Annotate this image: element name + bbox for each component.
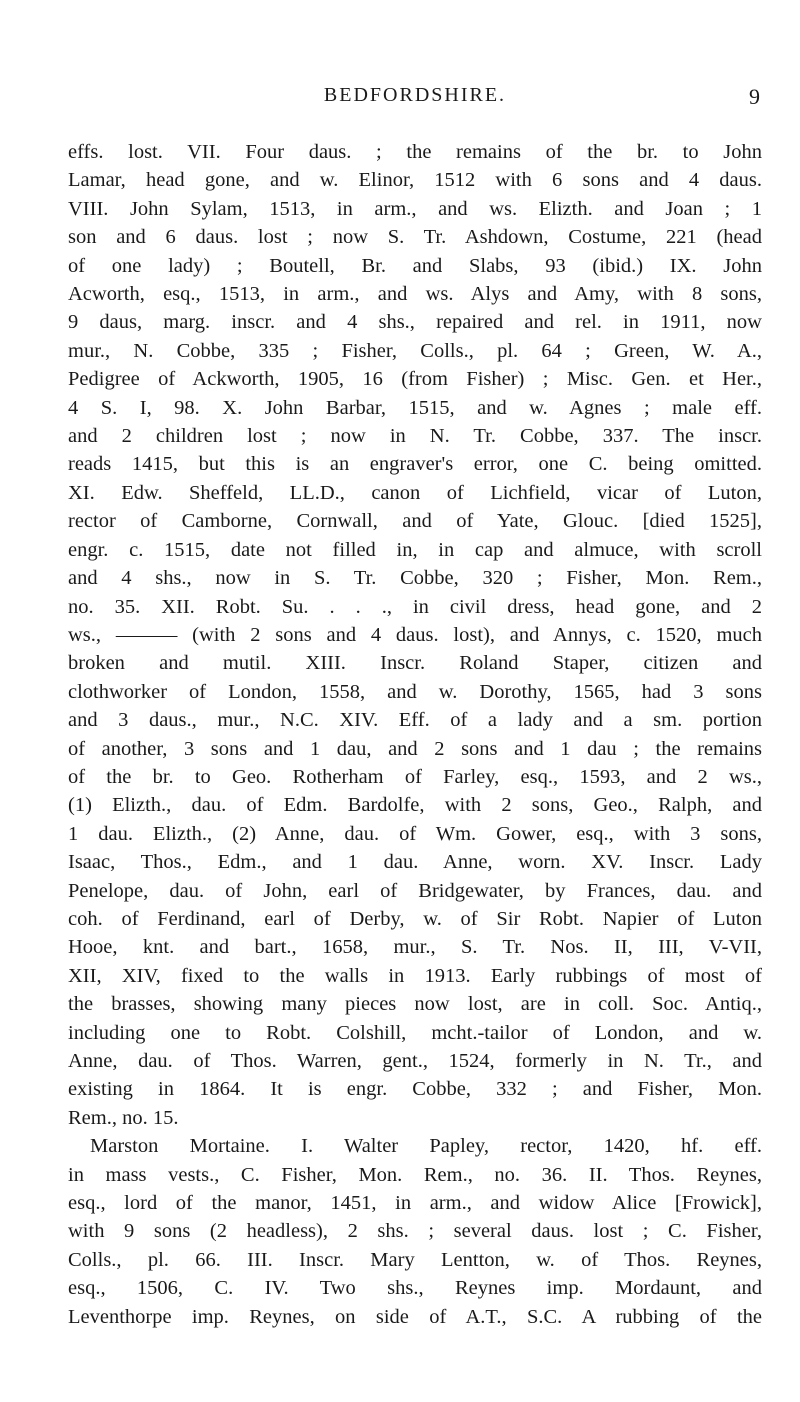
- text-line: XI. Edw. Sheffeld, LL.D., canon of Lichfield, vicar of Luton,: [68, 481, 762, 504]
- text-line: in mass vests., C. Fisher, Mon. Rem., no. 36. II. Thos. Reynes,: [68, 1163, 762, 1186]
- text-line: 4 S. I, 98. X. John Barbar, 1515, and w. Agnes ; male eff.: [68, 396, 762, 419]
- text-line: of another, 3 sons and 1 dau, and 2 sons and 1 dau ; the remains: [68, 737, 762, 760]
- text-line: the brasses, showing many pieces now lost, are in coll. Soc. Antiq.,: [68, 993, 762, 1016]
- text-line: existing in 1864. It is engr. Cobbe, 332 ; and Fisher, Mon.: [68, 1078, 762, 1101]
- text-line: engr. c. 1515, date not filled in, in cap and almuce, with scroll: [68, 538, 762, 561]
- text-line: XII, XIV, fixed to the walls in 1913. Early rubbings of most of: [68, 964, 762, 987]
- text-line: esq., 1506, C. IV. Two shs., Reynes imp. Mordaunt, and: [68, 1277, 762, 1300]
- text-line: Rem., no. 15.: [68, 1106, 179, 1129]
- text-line: and 3 daus., mur., N.C. XIV. Eff. of a lady and a sm. portion: [68, 709, 762, 732]
- text-line: Pedigree of Ackworth, 1905, 16 (from Fisher) ; Misc. Gen. et Her.,: [68, 368, 762, 391]
- running-header: [70, 84, 760, 114]
- text-line: (1) Elizth., dau. of Edm. Bardolfe, with 2 sons, Geo., Ralph, and: [68, 794, 762, 817]
- text-line: reads 1415, but this is an engraver's error, one C. being omitted.: [68, 453, 762, 476]
- text-line: of the br. to Geo. Rotherham of Farley, esq., 1593, and 2 ws.,: [68, 765, 762, 788]
- text-line: effs. lost. VII. Four daus. ; the remains of the br. to John: [68, 141, 762, 163]
- text-line: clothworker of London, 1558, and w. Dorothy, 1565, had 3 sons: [68, 680, 762, 703]
- body-text: [68, 138, 762, 1331]
- text-line: 9 daus, marg. inscr. and 4 shs., repaired and rel. in 1911, now: [68, 311, 762, 334]
- text-line: Colls., pl. 66. III. Inscr. Mary Lentton, w. of Thos. Reynes,: [68, 1248, 762, 1271]
- text-line: esq., lord of the manor, 1451, in arm., and widow Alice [Frowick],: [68, 1192, 762, 1215]
- text-line: of one lady) ; Boutell, Br. and Slabs, 93 (ibid.) IX. John: [68, 254, 762, 277]
- text-line: mur., N. Cobbe, 335 ; Fisher, Colls., pl. 64 ; Green, W. A.,: [68, 339, 762, 362]
- text-line: no. 35. XII. Robt. Su. . . ., in civil dress, head gone, and 2: [68, 595, 762, 618]
- text-line: coh. of Ferdinand, earl of Derby, w. of Sir Robt. Napier of Luton: [68, 907, 762, 930]
- text-line: VIII. John Sylam, 1513, in arm., and ws. Elizth. and Joan ; 1: [68, 197, 762, 220]
- text-line: ws., ——— (with 2 sons and 4 daus. lost), and Annys, c. 1520, much: [68, 623, 762, 646]
- text-line: and 4 shs., now in S. Tr. Cobbe, 320 ; Fisher, Mon. Rem.,: [68, 567, 762, 590]
- text-line: Lamar, head gone, and w. Elinor, 1512 with 6 sons and 4 daus.: [68, 169, 762, 192]
- text-line: Marston Mortaine. I. Walter Papley, rector, 1420, hf. eff.: [90, 1135, 762, 1158]
- text-line: Anne, dau. of Thos. Warren, gent., 1524, formerly in N. Tr., and: [68, 1050, 762, 1072]
- text-line: including one to Robt. Colshill, mcht.-tailor of London, and w.: [68, 1021, 762, 1044]
- text-line: with 9 sons (2 headless), 2 shs. ; several daus. lost ; C. Fisher,: [68, 1220, 762, 1243]
- running-title: BEDFORDSHIRE.: [323, 84, 507, 106]
- text-line: broken and mutil. XIII. Inscr. Roland Staper, citizen and: [68, 652, 762, 675]
- text-line: rector of Camborne, Cornwall, and of Yate, Glouc. [died 1525],: [68, 510, 762, 533]
- text-line: Leventhorpe imp. Reynes, on side of A.T., S.C. A rubbing of the: [68, 1305, 762, 1328]
- text-line: Acworth, esq., 1513, in arm., and ws. Alys and Amy, with 8 sons,: [68, 283, 762, 306]
- page-number: 9: [749, 84, 760, 109]
- text-line: Hooe, knt. and bart., 1658, mur., S. Tr. Nos. II, III, V-VII,: [68, 936, 762, 959]
- text-line: son and 6 daus. lost ; now S. Tr. Ashdown, Costume, 221 (head: [68, 226, 762, 249]
- text-line: Penelope, dau. of John, earl of Bridgewater, by Frances, dau. and: [68, 879, 762, 902]
- text-line: and 2 children lost ; now in N. Tr. Cobbe, 337. The inscr.: [68, 425, 762, 448]
- text-line: 1 dau. Elizth., (2) Anne, dau. of Wm. Gower, esq., with 3 sons,: [68, 822, 762, 845]
- text-line: Isaac, Thos., Edm., and 1 dau. Anne, worn. XV. Inscr. Lady: [68, 851, 762, 874]
